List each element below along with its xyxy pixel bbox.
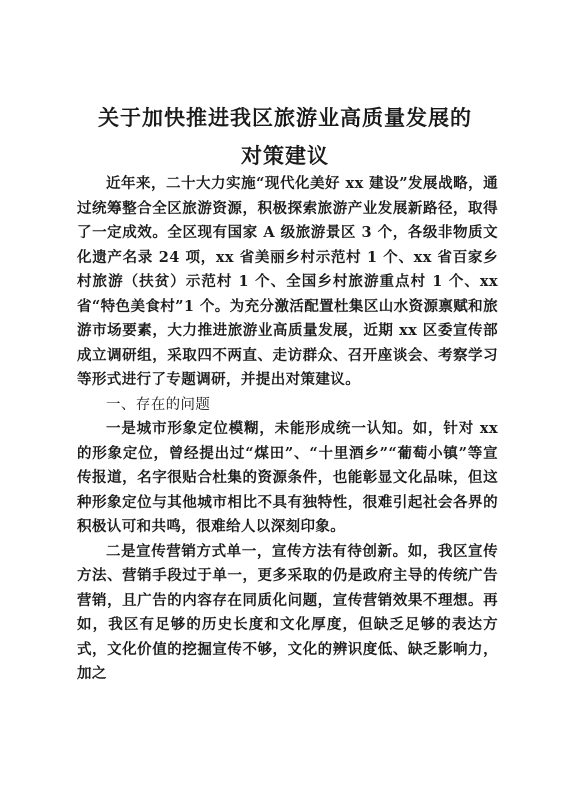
intro-paragraph [77,172,498,393]
problem-2-text: 如，我区宣传方法、营销手段过于单一，更多采取的仍是政府主导的传统广告营销，且广告的内容存在同质化问题，宣传营销效果不理想。再如，我区有足够的历史长度和文化厚度，但缺乏足够的表达方式，文化价值的挖掘宣传不够，文化的辨识度低、缺乏影响力，加之 [77,542,499,682]
intro-paragraph-text: 近年来，二十大力实施“现代化美好 xx 建设”发展战略，通过统筹整合全区旅游资源，积极探索旅游产业发展新路径，取得了一定成效。全区现有国家 A 级旅游景区 3 个，各级非物质文化遗产名录 24 项，xx 省美丽乡村示范村 1 个、xx 省百家乡村旅游（扶贫）示范村 1 个、全国乡村旅游重点村 1 个、xx 省“特色美食村”1 个。为充分激活配置杜集区山水资源禀赋和旅游市场要素，大力推进旅游业高质量发展，近期 xx 区委宣传部成立调研组，采取四不两直、走访群众、召开座谈会、考察学习等形式进行了专题调研，并提出对策建议。 [77,175,498,388]
problem-1-text: 如，针对 xx 的形象定位，曾经提出过“煤田”、“十里酒乡”“葡萄小镇”等宣传报道，名字很贴合杜集的资源条件，也能彰显文化品味，但这种形象定位与其他城市相比不具有独特性，很难引起社会各界的积极认可和共鸣，很难给人以深刻印象。 [77,420,498,535]
problem-2-lead: 二是宣传营销方式单一，宣传方法有待创新。 [106,542,408,560]
problem-1-lead: 一是城市形象定位模糊，未能形成统一认知。 [106,420,413,437]
document-title-line-2: 对策建议 [241,143,329,168]
section-heading-text: 一、存在的问题 [106,396,211,413]
problem-paragraph-1 [77,417,498,540]
document-title-line-1: 关于加快推进我区旅游业高质量发展的 [98,105,472,130]
document-body [77,172,498,687]
section-heading-problems [77,393,498,418]
problem-paragraph-2 [77,540,498,687]
